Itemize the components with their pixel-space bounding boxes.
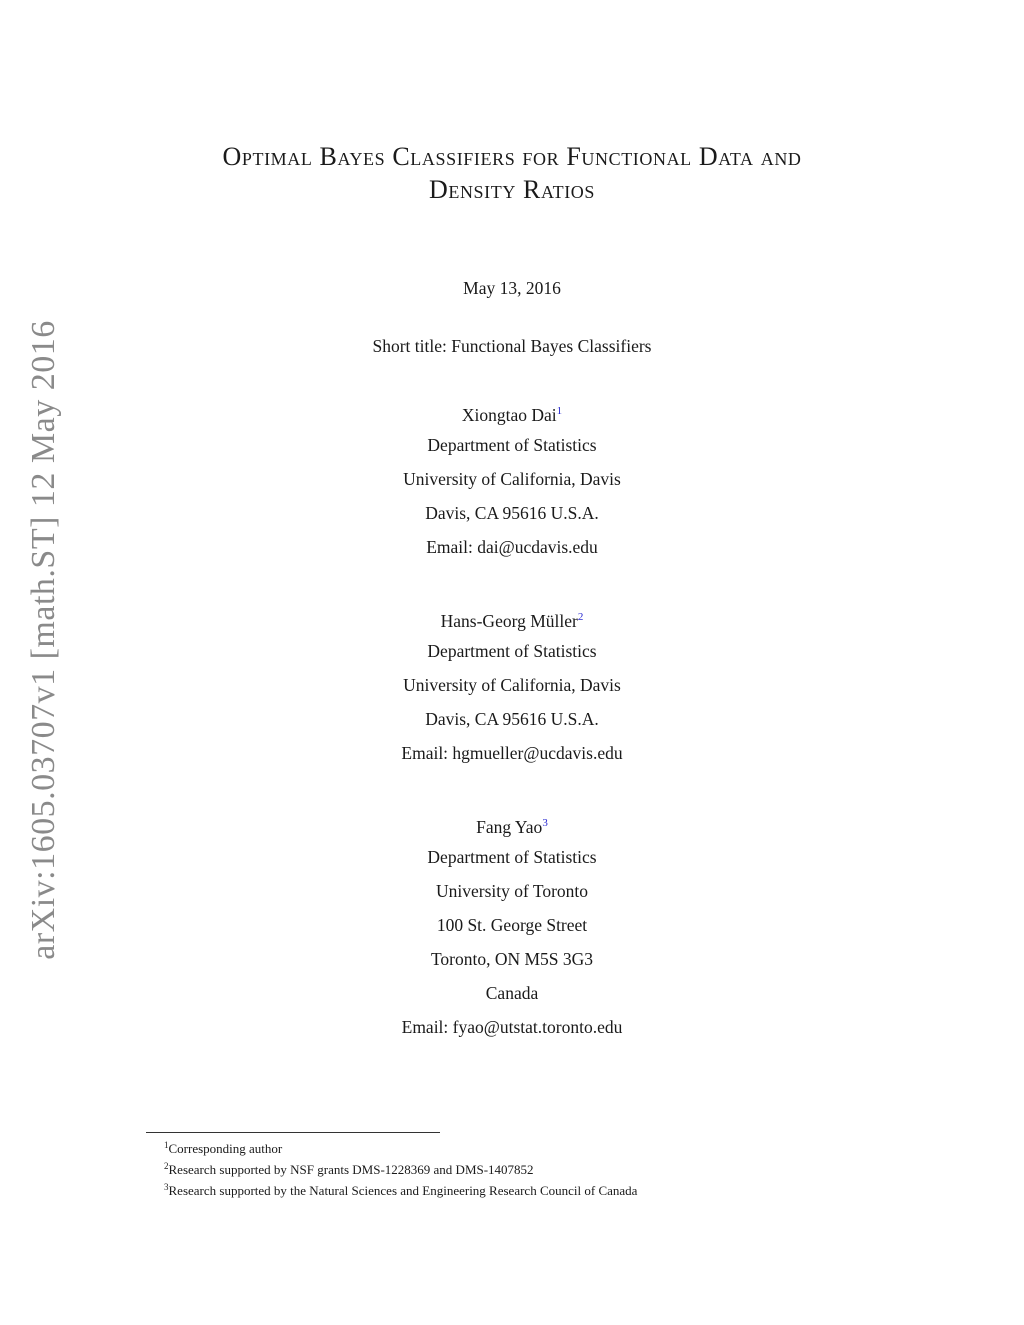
author-2-institution: University of California, Davis bbox=[403, 675, 621, 695]
author-name-1 bbox=[212, 400, 812, 426]
footnote-marker-link[interactable]: 2 bbox=[577, 611, 584, 623]
author-name-text: Xiongtao Dai bbox=[461, 405, 557, 425]
author-3-country: Canada bbox=[485, 983, 539, 1003]
footnote-mark: 3 bbox=[164, 1182, 169, 1192]
short-title: Short title: Functional Bayes Classifiers bbox=[372, 336, 652, 356]
footnote-1 bbox=[164, 1137, 282, 1157]
author-3-email: Email: fyao@utstat.toronto.edu bbox=[401, 1017, 623, 1037]
author-3-street: 100 St. George Street bbox=[436, 915, 588, 935]
author-3-city: Toronto, ON M5S 3G3 bbox=[430, 949, 594, 969]
footnote-text: Research supported by NSF grants DMS-1228369 and DMS-1407852 bbox=[168, 1162, 534, 1177]
author-name-text: Hans-Georg Müller bbox=[440, 611, 578, 631]
author-name-2 bbox=[212, 606, 812, 632]
footnote-divider bbox=[146, 1132, 440, 1133]
footnote-marker-link[interactable]: 3 bbox=[542, 817, 548, 829]
author-1-address: Davis, CA 95616 U.S.A. bbox=[425, 503, 599, 523]
author-2-address: Davis, CA 95616 U.S.A. bbox=[425, 709, 599, 729]
author-1-email: Email: dai@ucdavis.edu bbox=[426, 537, 598, 557]
footnote-text: Corresponding author bbox=[168, 1141, 283, 1156]
author-1-institution: University of California, Davis bbox=[403, 469, 621, 489]
paper-title-line-1: Optimal Bayes Classifiers for Functional Data and bbox=[222, 142, 802, 171]
arxiv-identifier-text: arXiv:1605.03707v1 [math.ST] 12 May 2016 bbox=[25, 320, 62, 960]
footnote-marker-link[interactable]: 1 bbox=[556, 405, 563, 417]
author-2-department: Department of Statistics bbox=[427, 641, 597, 661]
author-name-3 bbox=[212, 812, 812, 838]
footnote-2 bbox=[164, 1158, 534, 1178]
footnote-mark: 2 bbox=[164, 1161, 169, 1171]
paper-title bbox=[112, 140, 912, 206]
author-3-department: Department of Statistics bbox=[427, 847, 597, 867]
author-3-institution: University of Toronto bbox=[435, 881, 589, 901]
footnote-3 bbox=[164, 1179, 637, 1199]
author-name-text: Fang Yao bbox=[476, 817, 543, 837]
paper-date: May 13, 2016 bbox=[463, 278, 561, 298]
author-1-department: Department of Statistics bbox=[427, 435, 597, 455]
footnote-text: Research supported by the Natural Sciences and Engineering Research Council of Canada bbox=[168, 1183, 638, 1198]
author-2-email: Email: hgmueller@ucdavis.edu bbox=[401, 743, 623, 763]
paper-title-line-2: Density Ratios bbox=[428, 175, 595, 204]
footnote-mark: 1 bbox=[164, 1140, 169, 1150]
